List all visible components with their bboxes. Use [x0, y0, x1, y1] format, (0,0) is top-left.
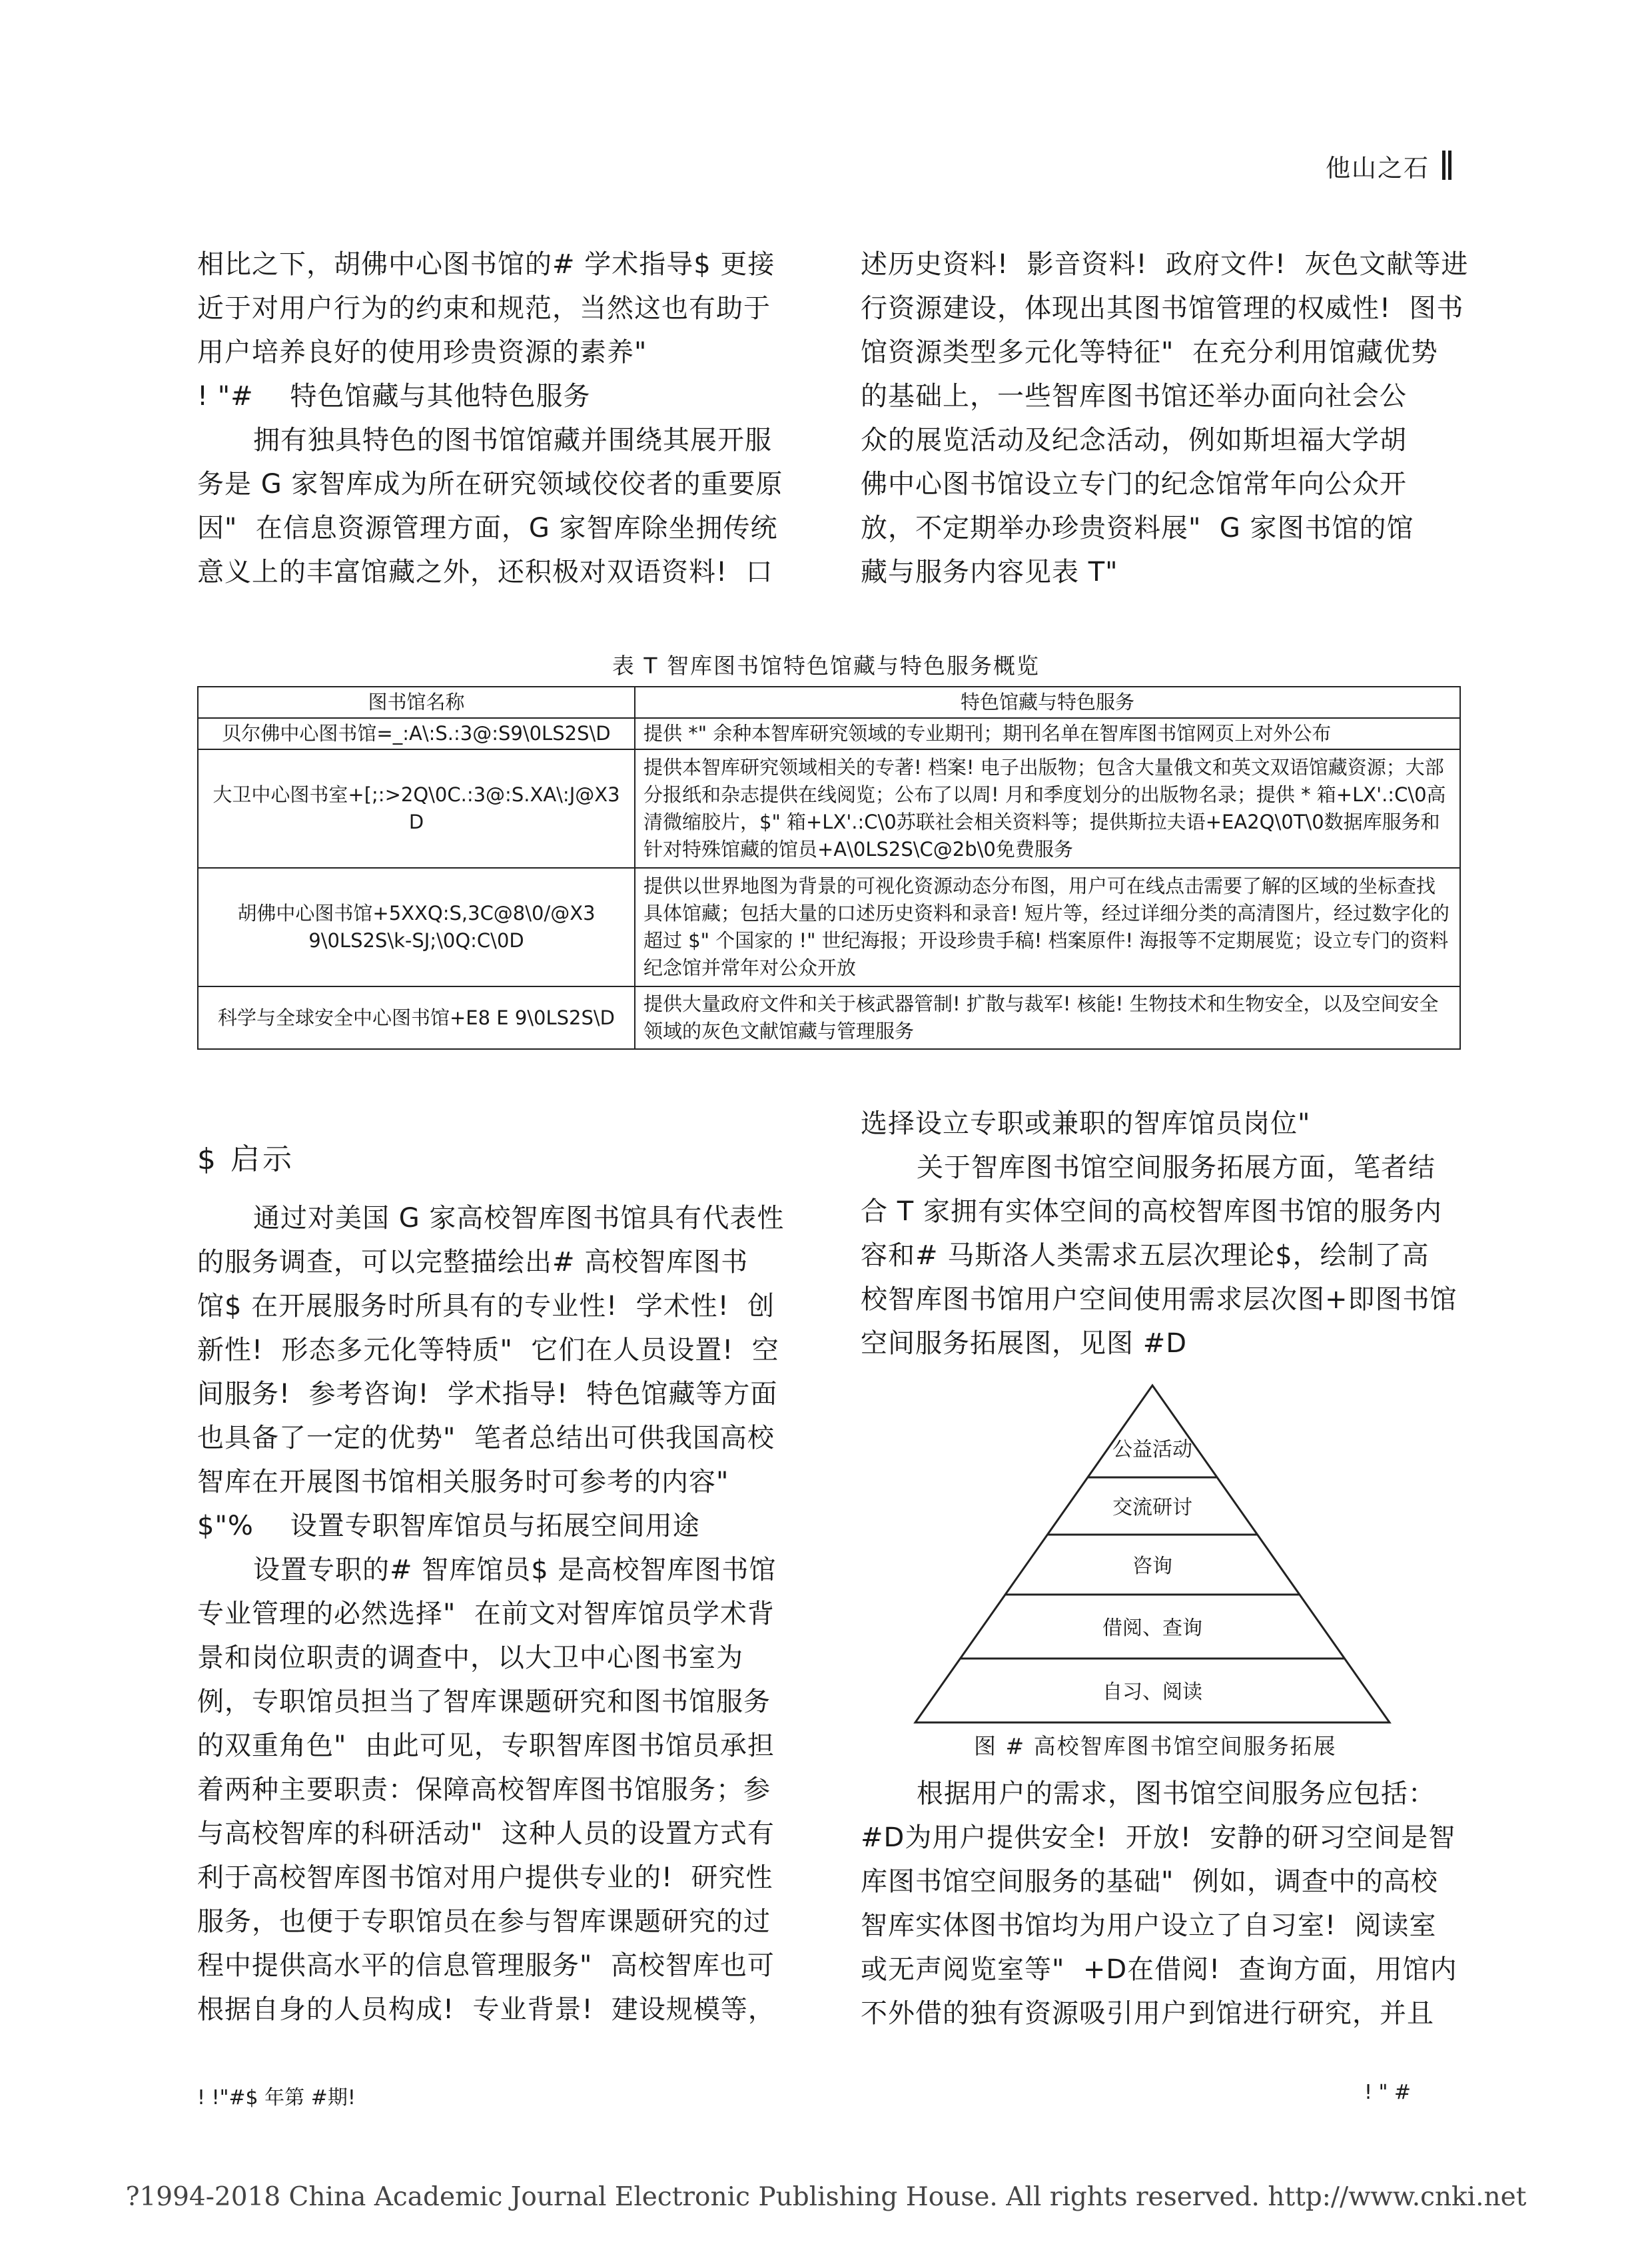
paragraph-line: 的基础上，一些智库图书馆还举办面向社会公	[861, 381, 1407, 412]
figure-caption: 图 # 高校智库图书馆空间服务拓展	[974, 1733, 1337, 1759]
services-table	[197, 686, 1461, 1050]
paragraph-line: #D为用户提供安全! 开放! 安静的研习空间是智	[861, 1822, 1456, 1853]
copyright-notice: ?1994-2018 China Academic Journal Electronic Publishing House. All rights reserved. http://www.cnki.net	[125, 2182, 1527, 2212]
paragraph-line: 近于对用户行为的约束和规范，当然这也有助于	[197, 293, 771, 324]
paragraph-line: 藏与服务内容见表 T"	[861, 557, 1118, 587]
right-column-bottom	[861, 1772, 1457, 2036]
paragraph-line: 根据自身的人员构成! 专业背景! 建设规模等，	[197, 1994, 775, 2025]
paragraph-line: 专业管理的必然选择" 在前文对智库馆员学术背	[197, 1599, 775, 1629]
table-row	[198, 749, 1460, 868]
footer-page-number: ! " #	[1364, 2081, 1412, 2104]
paragraph-line: 述历史资料! 影音资料! 政府文件! 灰色文献等进	[861, 249, 1469, 280]
table-row	[198, 986, 1460, 1049]
paragraph-line: 馆资源类型多元化等特征" 在充分利用馆藏优势	[861, 337, 1438, 368]
paragraph-line: 利于高校智库图书馆对用户提供专业的! 研究性	[197, 1862, 773, 1893]
paragraph-line: 智库在开展图书馆相关服务时可参考的内容"	[197, 1467, 729, 1497]
paragraph-line: 程中提供高水平的信息管理服务" 高校智库也可	[197, 1950, 775, 1981]
paragraph-line: 众的展览活动及纪念活动，例如斯坦福大学胡	[861, 425, 1407, 456]
running-header-title: 他山之石	[1326, 154, 1430, 183]
subsection-heading: $"% 设置专职智库馆员与拓展空间用途	[197, 1511, 700, 1541]
paragraph-line: 行资源建设，体现出其图书馆管理的权威性! 图书	[861, 293, 1464, 324]
paragraph-line: 意义上的丰富馆藏之外，还积极对双语资料! 口	[197, 557, 773, 587]
library-name-cell: 科学与全球安全中心图书馆+E8 E 9\0LS2S\D	[198, 986, 635, 1049]
level-exchange-seminar: 交流研讨	[1112, 1496, 1192, 1519]
paragraph-line: 合 T 家拥有实体空间的高校智库图书馆的服务内	[861, 1196, 1442, 1227]
table-row	[198, 718, 1460, 749]
paragraph-line: 例，专职馆员担当了智库课题研究和图书馆服务	[197, 1686, 771, 1717]
paragraph-line: 库图书馆空间服务的基础" 例如，调查中的高校	[861, 1866, 1438, 1897]
left-column-top	[197, 242, 783, 594]
pyramid-outline	[915, 1385, 1390, 1722]
section-heading: $ 启示	[197, 1142, 294, 1176]
paragraph-line: 根据用户的需求，图书馆空间服务应包括：	[917, 1778, 1436, 1809]
right-column-top	[861, 242, 1468, 594]
library-name-cell: 大卫中心图书室+[;:>2Q\0C.:3@:S.XA\:J@X3 D	[198, 749, 635, 868]
table-header-row	[198, 687, 1460, 718]
left-column-bottom	[197, 1196, 784, 2032]
paragraph-line: 选择设立专职或兼职的智库馆员岗位"	[861, 1108, 1311, 1139]
level-borrowing-query: 借阅、查询	[1102, 1617, 1202, 1640]
level-public-activities: 公益活动	[1112, 1438, 1192, 1461]
table-header-cell: 图书馆名称	[198, 687, 635, 718]
paragraph-line: 因" 在信息资源管理方面，G 家智库除坐拥传统	[197, 513, 778, 544]
paragraph-line: 也具备了一定的优势" 笔者总结出可供我国高校	[197, 1423, 775, 1453]
paragraph-line: 新性! 形态多元化等特质" 它们在人员设置! 空	[197, 1335, 779, 1365]
level-self-study-reading: 自习、阅读	[1102, 1681, 1202, 1704]
paragraph-line: 服务，也便于专职馆员在参与智库课题研究的过	[197, 1906, 771, 1937]
right-column-middle	[861, 1102, 1457, 1365]
paragraph-line: 着两种主要职责：保障高校智库图书馆服务；参	[197, 1774, 771, 1805]
paragraph-line: 馆$ 在开展服务时所具有的专业性! 学术性! 创	[197, 1291, 775, 1321]
paragraph-line: 务是 G 家智库成为所在研究领域佼佼者的重要原	[197, 469, 783, 500]
library-name-cell: 贝尔佛中心图书馆=_:A\:S.:3@:S9\0LS2S\D	[198, 718, 635, 749]
paragraph-line: 通过对美国 G 家高校智库图书馆具有代表性	[253, 1203, 785, 1234]
subsection-heading: ! "# 特色馆藏与其他特色服务	[197, 381, 591, 412]
paragraph-line: 关于智库图书馆空间服务拓展方面，笔者结	[917, 1152, 1436, 1183]
table-row	[198, 868, 1460, 986]
paragraph-line: 的双重角色" 由此可见，专职智库图书馆员承担	[197, 1730, 775, 1761]
service-pyramid-figure	[913, 1383, 1392, 1724]
level-consulting: 咨询	[1132, 1555, 1172, 1578]
paragraph-line: 空间服务拓展图，见图 #D	[861, 1328, 1188, 1359]
paragraph-line: 不外借的独有资源吸引用户到馆进行研究，并且	[861, 1998, 1434, 2029]
paragraph-line: 容和# 马斯洛人类需求五层次理论$，绘制了高	[861, 1240, 1430, 1271]
table-caption: 表 T 智库图书馆特色馆藏与特色服务概览	[612, 653, 1040, 679]
paragraph-line: 间服务! 参考咨询! 学术指导! 特色馆藏等方面	[197, 1379, 778, 1409]
library-services-cell: 提供 *" 余种本智库研究领域的专业期刊；期刊名单在智库图书馆网页上对外公布	[635, 718, 1460, 749]
library-name-cell: 胡佛中心图书馆+5XXQ:S,3C@8\0/@X3 9\0LS2S\k-SJ;\0Q:C\0D	[198, 868, 635, 986]
paragraph-line: 或无声阅览室等" +D在借阅! 查询方面，用馆内	[861, 1954, 1457, 1985]
paragraph-line: 佛中心图书馆设立专门的纪念馆常年向公众开	[861, 469, 1407, 500]
library-services-cell: 提供以世界地图为背景的可视化资源动态分布图，用户可在线点击需要了解的区域的坐标查找具体馆藏；包括大量的口述历史资料和录音! 短片等，经过详细分类的高清图片，经过数字化的超过 $" 个国家的 !" 世纪海报；开设珍贵手稿! 档案原件! 海报等不定期展览；设立专门的资料纪念馆并常年对公众开放	[635, 868, 1460, 986]
paragraph-line: 用户培养良好的使用珍贵资源的素养"	[197, 337, 647, 368]
footer-issue-info: ! !"#$ 年第 #期!	[197, 2086, 356, 2109]
paragraph-line: 智库实体图书馆均为用户设立了自习室! 阅读室	[861, 1910, 1437, 1941]
paragraph-line: 的服务调查，可以完整描绘出# 高校智库图书	[197, 1247, 749, 1278]
paragraph-line: 放，不定期举办珍贵资料展" G 家图书馆的馆	[861, 513, 1414, 544]
header-bar-ornament	[1442, 151, 1451, 180]
paragraph-line: 与高校智库的科研活动" 这种人员的设置方式有	[197, 1818, 775, 1849]
paragraph-line: 设置专职的# 智库馆员$ 是高校智库图书馆	[253, 1555, 777, 1585]
paragraph-line: 相比之下，胡佛中心图书馆的# 学术指导$ 更接	[197, 249, 775, 280]
paragraph-line: 拥有独具特色的图书馆馆藏并围绕其展开服	[253, 425, 772, 456]
library-services-cell: 提供本智库研究领域相关的专著! 档案! 电子出版物；包含大量俄文和英文双语馆藏资源；大部分报纸和杂志提供在线阅览；公布了以周! 月和季度划分的出版物名录；提供 * 箱+LX'.:C\0高清微缩胶片，$" 箱+LX'.:C\0苏联社会相关资料等；提供斯拉夫语+EA2Q\0T\0数据库服务和针对特殊馆藏的馆员+A\0LS2S\C@2b\0免费服务	[635, 749, 1460, 868]
table-header-cell: 特色馆藏与特色服务	[635, 687, 1460, 718]
library-services-cell: 提供大量政府文件和关于核武器管制! 扩散与裁军! 核能! 生物技术和生物安全，以及空间安全领域的灰色文献馆藏与管理服务	[635, 986, 1460, 1049]
paragraph-line: 校智库图书馆用户空间使用需求层次图+即图书馆	[861, 1284, 1457, 1315]
paragraph-line: 景和岗位职责的调查中，以大卫中心图书室为	[197, 1643, 743, 1673]
